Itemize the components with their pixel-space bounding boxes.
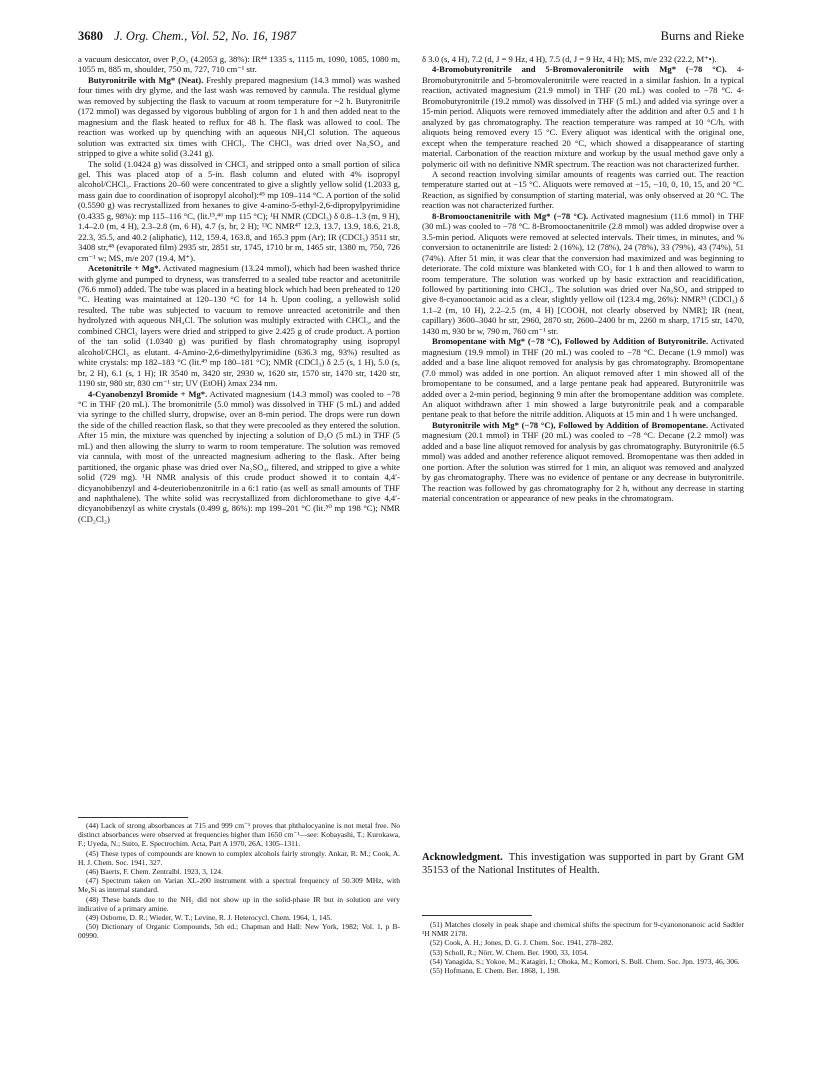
right-column: [422, 54, 744, 503]
paragraph-heading: 4-Bromobutyronitrile and 5-Bromovaleronitrile with Mg* (−78 °C).: [432, 64, 727, 75]
footnote: (45) These types of compounds are known to complex alcohols fairly strongly. Ankar, R. M.; Cook, A. H. J. Chem. Soc. 1941, 327.: [78, 848, 400, 867]
footnote-rule: [422, 915, 532, 916]
experimental-paragraph: Acetonitrile + Mg*. Activated magnesium (13.24 mmol), which had been washed thrice with glyme and pumped to dryness, was transferred to a sealed tube reactor and acetonitrile (76.6 mmol) added. The tube was placed in a heating block which had been preheated to 120 °C. Heating was maintained at 120–130 °C for 14 h. Upon cooling, a yellowish solid resulted. The tube was subjected to vacuum to remove unreacted acetonitrile and then hydrolyzed with aqueous NH₄Cl. The solution was multiply extracted with CHCl₃, and the combined CHCl₃ layers were dried and stripped to give 2.425 g of crude product. A portion of the tan solid (1.0340 g) was purified by flash chromatography using isopropyl alcohol/CHCl₃ as elutant. 4-Amino-2,6-dimethylpyrimidine (636.3 mg, 93%) resulted as white crystals: mp 182–183 °C (lit.⁴⁹ mp 180–181 °C); NMR (CDCl₃) δ 2.5 (s, 1 H), 5.0 (s, br, 2 H), 6.1 (s, 1 H); IR 3540 m, 3420 str, 2930 w, 1620 str, 1570 str, 1470 str, 1420 str, 1190 str, 980 str, 830 cm⁻¹ str; UV (EtOH) λmax 234 nm.: [78, 263, 401, 389]
footnote: (53) Scholl, R.; Nörr, W. Chem. Ber. 1900, 33, 1054.: [430, 947, 589, 957]
experimental-paragraph: 8-Bromooctanenitrile with Mg* (−78 °C). Activated magnesium (11.6 mmol) in THF (30 mL) was cooled to −78 °C. 8-Bromooctanenitrile (2.8 mmol) was added dropwise over a 3.5-min period. Aliquots were removed at selected intervals. Their times, in minutes, and % conversion to octanenitrile are listed: 2 (16%), 12 (78%), 24 (78%), 33 (79%), 43 (74%), 51 (74%). After 51 min, it was clear that the conversion had maximized and was beginning to deteriorate. The cold mixture was blanketed with CO₂ for 1 h and then allowed to warm to room temperature. The solution was worked up by basic extraction and reacidification, followed by partitioning into CHCl₃. The solution was dried over Na₂SO₄ and stripped to give 8-cyanooctanoic acid as a clear, slightly yellow oil (123.4 mg, 26%): NMR⁵¹ (CDCl₃) δ 1.1–2 (m, 10 H), 2.2–2.5 (m, 4 H) [COOH, not clearly observed by NMR]; IR (neat, capillary) 3600–3040 br str, 2960, 2870 str, 2600–2400 br m, 2260 m sharp, 1715 str, 1470, 1430 m, 930 br w, 790 m, 760 cm⁻¹ str.: [422, 210, 744, 336]
experimental-paragraph: The solid (1.0424 g) was dissolved in CHCl₃ and stripped onto a small portion of silica gel. This was placed atop of a 5-in. flash column and eluted with 4% isopropyl alcohol/CHCl₃. Fractions 20–60 were concentrated to give a slightly yellow solid (1.2033 g, mass gain due to coordination of isopropyl alcohol):⁴⁵ mp 109–114 °C. A portion of the solid (0.5590 g) was recrystallized from hexanes to give 4-amino-5-ethyl-2,6-dipropylpyrimidine (0.4335 g, 98%): mp 115–116 °C, (lit.¹⁵,⁴⁶ mp 115 °C); ¹H NMR (CDCl₃) δ 0.8–1.3 (m, 9 H), 1.4–2.0 (m, 4 H), 2.3–2.8 (m, 6 H), 4.7 (s, br, 2 H); ¹³C NMR⁴⁷ 12.3, 13.7, 13.9, 18.6, 21.8, 22.3, 35.5, and 40.2 (aliphatic), 112, 159.4, 163.8, and 165.3 ppm (Ar); IR (CDCl₃) 3511 str, 3408 str,⁴⁸ (evaporated film) 2935 str, 2851 str, 1745, 1710 br m, 1465 str, 1380 m, 750, 726 cm⁻¹ w; MS, m/e 207 (19.4, M⁺).: [78, 158, 400, 263]
journal-citation: J. Org. Chem., Vol. 52, No. 16, 1987: [114, 29, 296, 43]
experimental-paragraph: 4-Bromobutyronitrile and 5-Bromovaleronitrile with Mg* (−78 °C). 4-Bromobutyronitrile and 5-bromovaleronitrile were reacted in a similar fashion. In a typical reaction, activated magnesium (21.9 mmol) in THF (20 mL) was cooled to −78 °C. 4-Bromobutyronitrile (19.2 mmol) was dissolved in THF (5 mL) and added via syringe over a 15-min period. Aliquots were removed immediately after the addition and after 0.5 and 1 h analyzed by gas chromatography. The reaction temperature was ramped at 10 °C/h, with aliquots being removed every 15 °C. Every aliquot was identical with the original one, except when the temperature reached 20 °C, which showed a disappearance of starting material. Carbonation of the reaction mixture and workup by the usual method gave only a polymeric oil with no definitive NMR spectrum. The reaction was not characterized further.: [422, 64, 744, 169]
experimental-paragraph: Butyronitrile with Mg* (Neat). Freshly prepared magnesium (14.3 mmol) was washed four times with dry glyme, and the last wash was removed by cannula. The residual glyme was removed by subjecting the flask to vacuum at room temperature for ~2 h. Butyronitrile (172 mmol) was degassed by vigorous bubbling of argon for 1 h and then added neat to the magnesium and the flask heated to reflux for 48 h. The flask was allowed to cool. The reaction was worked up by quenching with an aqueous NH₄Cl solution. The aqueous solution was extracted six times with CHCl₃. The CHCl₃ was dried over Na₂SO₄ and stripped to give a white solid (3.241 g).: [78, 74, 401, 159]
footnote: (48) These bands due to the NH₂ did not show up in the solid-phase IR but in solution are very indicative of a primary amine.: [78, 894, 400, 913]
footnote: (54) Yanagida, S.; Yokoe, M.; Katagiri, I.; Ohoka, M.; Komori, S. Bull. Chem. Soc. Jpn. 1973, 46, 306.: [430, 956, 740, 966]
footnote: (47) Spectrum taken on Varian XL-200 instrument with a spectral frequency of 50.309 MHz, with Me₄Si as internal standard.: [78, 876, 400, 895]
authors: Burns and Rieke: [660, 29, 744, 43]
footnotes-left: [78, 821, 400, 941]
continued-paragraph: a vacuum desiccator, over P₂O₅ (4.2053 g, 38%): IR⁴⁴ 1335 s, 1115 m, 1090, 1085, 1080 m, 1055 m, 885 m, shoulder, 750 m, 727, 710 cm⁻¹ str.: [78, 54, 400, 75]
footnote: (50) Dictionary of Organic Compounds, 5th ed.; Chapman and Hall: New York, 1982; Vol. 1, p B-00990.: [78, 922, 400, 941]
paragraph-heading: Acetonitrile + Mg*.: [88, 263, 161, 274]
paragraph-heading: Butyronitrile with Mg* (Neat).: [88, 74, 204, 85]
paragraph-heading: Butyronitrile with Mg* (−78 °C), Followed by Addition of Bromopentane.: [432, 419, 709, 430]
footnote: (46) Baerts, F. Chem. Zentralbl. 1923, 3, 124.: [86, 867, 223, 877]
continued-paragraph: δ 3.0 (s, 4 H), 7.2 (d, J = 9 Hz, 4 H), 7.5 (d, J = 9 Hz, 4 H); MS, m/e 232 (22.2, M⁺•).: [422, 54, 717, 64]
paragraph-heading: 4-Cyanobenzyl Bromide + Mg*.: [88, 388, 208, 399]
experimental-paragraph: Butyronitrile with Mg* (−78 °C), Followed by Addition of Bromopentane. Activated magnesium (20.1 mmol) in THF (20 mL) was cooled to −78 °C. Decane (2.2 mmol) was added and a base line aliquot removed for analysis by gas chromatography. Butyronitrile (6.5 mmol) was added and another reference aliquot removed. Bromopentane was then added in one portion. After the solution was stirred for 1 min, an aliquot was removed and analyzed by gas chromatography. There was no evidence of pentane or any decrease in butyronitrile. The reaction was followed by gas chromatography for 2 h, without any decrease in starting material concentration or appearance of new peaks in the chromatogram.: [422, 419, 744, 504]
footnote: (55) Hofmann, E. Chem. Ber. 1868, 1, 198.: [430, 966, 560, 976]
paragraph-heading: 8-Bromooctanenitrile with Mg* (−78 °C).: [432, 210, 589, 221]
footnote-rule: [78, 817, 188, 818]
footnote: (44) Lack of strong absorbances at 715 and 999 cm⁻¹ proves that phthalocyanine is not metal free. No distinct absorbances were observed at frequencies higher than 1650 cm⁻¹—see: Kobayashi, T.; Kurokawa, F.; Uyeda, N.; Suito, E. Spectrochim. Acta, Part A 1970, 26A, 1305–1311.: [78, 821, 400, 849]
running-header: [78, 29, 744, 45]
footnotes-right: [422, 920, 744, 975]
footnote: (49) Osborne, D. R.; Wieder, W. T.; Levine, R. J. Heterocycl. Chem. 1964, 1, 145.: [86, 913, 333, 923]
acknowledgment-text: This investigation was supported in part by Grant GM 35153 of the National Institutes of Health.: [422, 852, 744, 876]
page-number: 3680: [78, 29, 103, 43]
experimental-paragraph: A second reaction involving similar amounts of reagents was carried out. The reaction temperature started out at −15 °C. Aliquots were removed at −15, −10, 0, 10, 15, and 20 °C. Reaction, as signified by consumption of starting material, was only observed at 20 °C. The reaction was not characterized further.: [422, 168, 744, 211]
left-column: [78, 54, 400, 524]
acknowledgment-heading: Acknowledgment.: [422, 852, 503, 863]
footnote: (52) Cook, A. H.; Jones, D. G. J. Chem. Soc. 1941, 278–282.: [430, 938, 614, 948]
acknowledgment: [422, 852, 744, 877]
experimental-paragraph: 4-Cyanobenzyl Bromide + Mg*. Activated magnesium (14.3 mmol) was cooled to −78 °C in THF (20 mL). The bromonitrile (5.0 mmol) was dissolved in THF (5 mL) and added via syringe to the chilled slurry, dropwise, over an 8-min period. The drops were run down the side of the chilled reaction flask, so that they were precooled as they entered the solution. After 15 min, the mixture was quenched by injecting a solution of D₂O (5 mL) in THF (5 mL) and then allowing the slurry to warm to room temperature. The solution was removed via cannula, with most of the unreacted magnesium adhering to the flask. After being partitioned, the organic phase was dried over Na₂SO₄, filtered, and stripped to give a white solid (729 mg). ¹H NMR analysis of this crude product showed it to contain 4,4′-dicyanobibenzyl and 4-deuteriobenzonitrile in a 6:1 ratio (as well as small amounts of THF and naphthalene). The white solid was recrystallized from dichloromethane to give 4,4′-dicyanobibenzyl as white crystals (0.499 g, 86%): mp 199–201 °C (lit.⁵⁰ mp 198 °C); NMR (CD₂Cl₂): [78, 388, 400, 524]
paragraph-heading: Bromopentane with Mg* (−78 °C), Followed by Addition of Butyronitrile.: [432, 336, 709, 347]
experimental-paragraph: Bromopentane with Mg* (−78 °C), Followed by Addition of Butyronitrile. Activated magnesium (19.9 mmol) in THF (20 mL) was cooled to −78 °C. Decane (1.9 mmol) was added and a base line aliquot removed for analysis by gas chromatography. Bromopentane (7.0 mmol) was added in one portion. An aliquot removed after 1 min showed all of the bromopentane to be consumed, and a large pentane peak had appeared. Butyronitrile was added over a 2-min period, beginning 9 min after the bromopentane addition was complete. An aliquot withdrawn after 1 min showed a large butyronitrile peak and a comparable pentane peak to that before the nitrile addition. Aliquots at 15 min and 1 h were unchanged.: [422, 336, 744, 420]
footnote: (51) Matches closely in peak shape and chemical shifts the spectrum for 9-cyanononanoic acid Sadtler ¹H NMR 2178.: [422, 920, 744, 939]
